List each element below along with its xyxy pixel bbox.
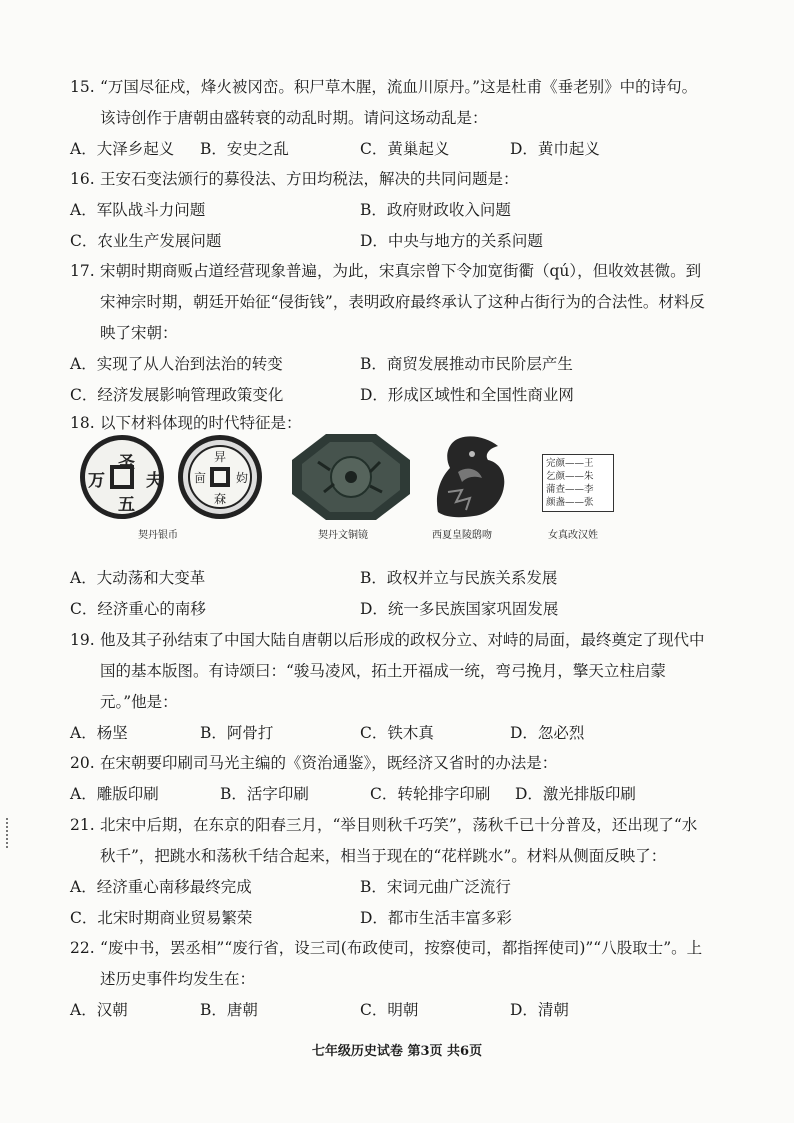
western-xia-chiwen-image xyxy=(428,432,512,522)
option-a: A．实现了从人治到法治的转变 xyxy=(70,355,283,373)
page-footer: 七年级历史试卷 第3页 共6页 xyxy=(311,1044,483,1059)
question-number: 18. xyxy=(70,414,95,432)
options-row xyxy=(70,195,710,226)
surname-row: 蒲查——李 xyxy=(546,484,594,495)
question-stem: 北宋中后期，在东京的阳春三月，“举目则秋千巧笑”，荡秋千已十分普及，还出现了“水秋千”，把跳水和荡秋千结合起来，相当于现在的“花样跳水”。材料从侧面反映了： xyxy=(100,816,698,865)
question-stem: “万国尽征戍，烽火被冈峦。积尸草木腥，流血川原丹。”这是杜甫《垂老别》中的诗句。该诗创作于唐朝由盛转衰的动乱时期。请问这场动乱是： xyxy=(100,78,698,127)
option-c: C．明朝 xyxy=(360,1001,419,1019)
question-number: 19. xyxy=(70,631,95,649)
options-row xyxy=(70,779,710,810)
coin2-char: 㚬 xyxy=(236,471,249,485)
question-stem: 在宋朝要印刷司马光主编的《资治通鉴》，既经济又省时的办法是： xyxy=(100,754,558,772)
option-a: A．大动荡和大变革 xyxy=(70,569,206,587)
surname-row: 完颜——王 xyxy=(546,458,594,469)
coin1-char: 五 xyxy=(118,495,135,515)
options-row xyxy=(70,718,710,749)
option-c: C．铁木真 xyxy=(360,724,434,742)
option-a: A．雕版印刷 xyxy=(70,785,159,803)
option-d: D．统一多民族国家巩固发展 xyxy=(360,600,559,618)
coin1-char: 圣 xyxy=(118,453,135,473)
question-stem: 王安石变法颁行的募役法、方田均税法，解决的共同问题是： xyxy=(100,170,519,188)
options-row xyxy=(70,349,710,380)
option-b: B．安史之乱 xyxy=(200,140,289,158)
option-a: A．经济重心南移最终完成 xyxy=(70,878,252,896)
caption-western-xia: 西夏皇陵鸱吻 xyxy=(432,530,492,541)
option-d: D．形成区域性和全国性商业网 xyxy=(360,386,574,404)
coin2-char: 㐭 xyxy=(194,471,207,485)
option-d: D．中央与地方的关系问题 xyxy=(360,232,543,250)
caption-khitan-coins: 契丹银币 xyxy=(138,530,178,541)
question-number: 20. xyxy=(70,754,95,772)
option-c: C．农业生产发展问题 xyxy=(70,232,222,250)
option-a: A．军队战斗力问题 xyxy=(70,201,206,219)
options-row xyxy=(70,594,710,625)
question-18-options xyxy=(70,563,710,625)
khitan-bronze-mirror-image xyxy=(290,432,412,522)
caption-jurchen: 女真改汉姓 xyxy=(548,530,598,541)
question-number: 21. xyxy=(70,816,95,834)
question-19 xyxy=(70,625,710,749)
question-stem: 以下材料体现的时代特征是： xyxy=(100,414,302,432)
option-a: A．杨坚 xyxy=(70,724,128,742)
options-row xyxy=(70,563,710,594)
question-number: 22. xyxy=(70,939,95,957)
options-row xyxy=(70,226,710,257)
option-c: C．黄巢起义 xyxy=(360,140,450,158)
option-c: C．经济发展影响管理政策变化 xyxy=(70,386,284,404)
option-a: A．大泽乡起义 xyxy=(70,140,175,158)
option-d: D．都市生活丰富多彩 xyxy=(360,909,512,927)
option-a: A．汉朝 xyxy=(70,1001,128,1019)
question-18-figures xyxy=(70,432,600,542)
surname-row: 乞颜——朱 xyxy=(546,471,594,482)
question-17 xyxy=(70,256,710,411)
coin1-char: 夫 xyxy=(146,471,163,491)
question-20 xyxy=(70,748,710,810)
jurchen-surname-table xyxy=(542,454,614,512)
coin1-char: 万 xyxy=(88,471,105,491)
option-b: B．阿骨打 xyxy=(200,724,274,742)
option-b: B．活字印刷 xyxy=(220,785,309,803)
question-stem: 他及其子孙结束了中国大陆自唐朝以后形成的政权分立、对峙的局面，最终奠定了现代中国的基本版图。有诗颂曰：“骏马凌风，拓土开福成一统，弯弓挽月，擎天立柱启蒙元。”他是： xyxy=(100,631,705,711)
options-row xyxy=(70,872,710,903)
options-row xyxy=(70,380,710,411)
question-21 xyxy=(70,810,710,934)
question-number: 16. xyxy=(70,170,95,188)
option-d: D．黄巾起义 xyxy=(510,140,600,158)
option-c: C．经济重心的南移 xyxy=(70,600,206,618)
coin2-char: 㚞 xyxy=(214,492,227,506)
question-number: 15. xyxy=(70,78,95,96)
surname-row: 颜盏——张 xyxy=(546,497,594,508)
question-number: 17. xyxy=(70,262,95,280)
caption-khitan-mirror: 契丹文铜镜 xyxy=(318,530,368,541)
option-c: C．转轮排字印刷 xyxy=(370,785,491,803)
option-b: B．政权并立与民族关系发展 xyxy=(360,569,558,587)
question-stem: 宋朝时期商贩占道经营现象普遍，为此，宋真宗曾下令加宽街衢（qú），但收效甚微。到宋神宗时期，朝廷开始征“侵街钱”，表明政府最终承认了这种占街行为的合法性。材料反映了宋朝： xyxy=(100,262,705,342)
option-b: B．宋词元曲广泛流行 xyxy=(360,878,511,896)
options-row xyxy=(70,134,710,165)
option-b: B．商贸发展推动市民阶层产生 xyxy=(360,355,573,373)
question-22 xyxy=(70,933,710,1026)
question-16 xyxy=(70,164,710,257)
question-15 xyxy=(70,72,710,165)
option-b: B．政府财政收入问题 xyxy=(360,201,511,219)
option-d: D．激光排版印刷 xyxy=(515,785,636,803)
option-d: D．忽必烈 xyxy=(510,724,585,742)
option-b: B．唐朝 xyxy=(200,1001,258,1019)
question-stem: “废中书，罢丞相”“废行省，设三司(布政使司，按察使司，都指挥使司)”“八股取士”。上述历史事件均发生在： xyxy=(100,939,703,988)
scan-margin-mark xyxy=(6,818,10,848)
options-row xyxy=(70,903,710,934)
option-c: C．北宋时期商业贸易繁荣 xyxy=(70,909,253,927)
options-row xyxy=(70,995,710,1026)
coin2-char: 㫒 xyxy=(214,450,227,464)
option-d: D．清朝 xyxy=(510,1001,569,1019)
